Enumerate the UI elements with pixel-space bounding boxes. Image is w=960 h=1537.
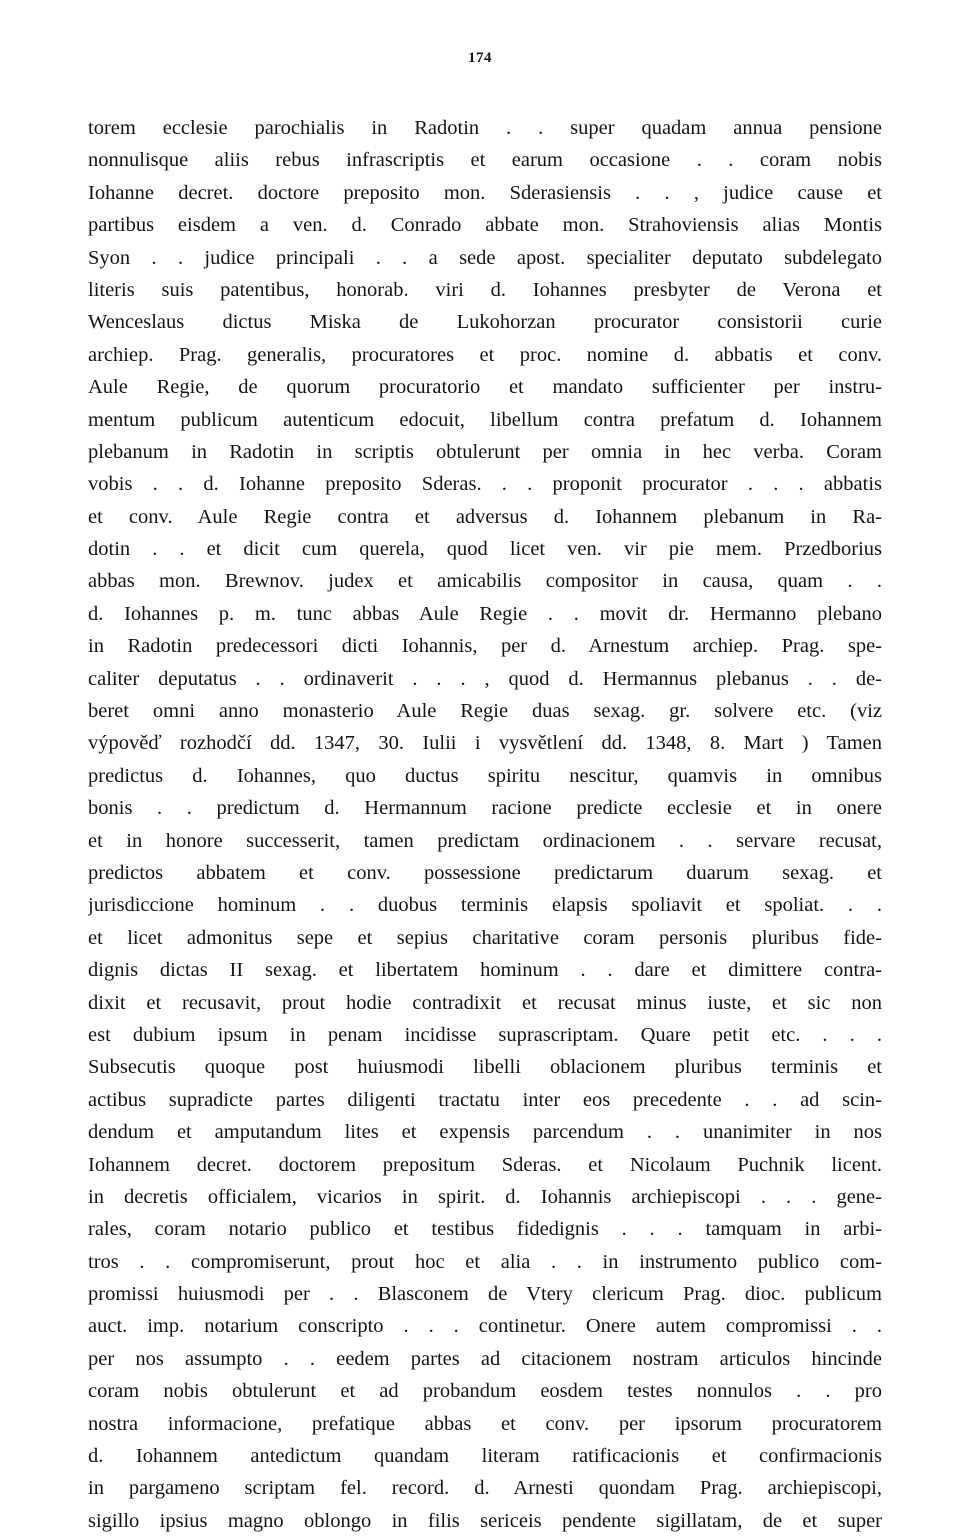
text-line: in decretis officialem, vicarios in spirit. d. Iohannis archiepiscopi . . . gene- bbox=[88, 1185, 882, 1208]
text-line: výpověď rozhodčí dd. 1347, 30. Iulii i vysvětlení dd. 1348, 8. Mart ) Tamen bbox=[88, 732, 882, 755]
text-line: caliter deputatus . . ordinaverit . . . , quod d. Hermannus plebanus . . de- bbox=[88, 667, 882, 690]
text-line: nostra informacione, prefatique abbas et conv. per ipsorum procuratorem bbox=[88, 1412, 882, 1435]
text-line: bonis . . predictum d. Hermannum racione predicte ecclesie et in onere bbox=[88, 797, 882, 820]
text-line: plebanum in Radotin in scriptis obtulerunt per omnia in hec verba. Coram bbox=[88, 440, 882, 463]
text-line: archiep. Prag. generalis, procuratores et proc. nomine d. abbatis et conv. bbox=[88, 343, 882, 366]
text-line: predictos abbatem et conv. possessione predictarum duarum sexag. et bbox=[88, 861, 882, 884]
text-line: actibus supradicte partes diligenti tractatu inter eos precedente . . ad scin- bbox=[88, 1088, 882, 1111]
text-line: mentum publicum autenticum edocuit, libellum contra prefatum d. Iohannem bbox=[88, 408, 882, 431]
text-line: et conv. Aule Regie contra et adversus d. Iohannem plebanum in Ra- bbox=[88, 505, 882, 528]
text-line: d. Iohannes p. m. tunc abbas Aule Regie . . movit dr. Hermanno plebano bbox=[88, 602, 882, 625]
text-line: est dubium ipsum in penam incidisse suprascriptam. Quare petit etc. . . . bbox=[88, 1023, 882, 1046]
text-line: torem ecclesie parochialis in Radotin . . super quadam annua pensione bbox=[88, 117, 882, 139]
text-line: Syon . . judice principali . . a sede apost. specialiter deputato subdelegato bbox=[88, 246, 882, 269]
text-line: coram nobis obtulerunt et ad probandum eosdem testes nonnulos . . pro bbox=[88, 1380, 882, 1403]
page-number: 174 bbox=[468, 50, 492, 66]
body-text bbox=[88, 112, 882, 1537]
text-line: per nos assumpto . . eedem partes ad citacionem nostram articulos hincinde bbox=[88, 1347, 882, 1370]
text-line: tros . . compromiserunt, prout hoc et alia . . in instrumento publico com- bbox=[88, 1250, 882, 1273]
text-line: dotin . . et dicit cum querela, quod licet ven. vir pie mem. Przedborius bbox=[88, 538, 882, 561]
text-line: abbas mon. Brewnov. judex et amicabilis compositor in causa, quam . . bbox=[88, 570, 882, 593]
text-line: rales, coram notario publico et testibus fidedignis . . . tamquam in arbi- bbox=[88, 1218, 882, 1241]
text-line: et in honore successerit, tamen predictam ordinacionem . . servare recusat, bbox=[88, 829, 882, 852]
text-line: Iohannem decret. doctorem prepositum Sderas. et Nicolaum Puchnik licent. bbox=[88, 1153, 882, 1176]
text-line: predictus d. Iohannes, quo ductus spiritu nescitur, quamvis in omnibus bbox=[88, 764, 882, 787]
text-line: Subsecutis quoque post huiusmodi libelli oblacionem pluribus terminis et bbox=[88, 1056, 882, 1079]
text-line: vobis . . d. Iohanne preposito Sderas. . . proponit procurator . . . abbatis bbox=[88, 473, 882, 496]
text-line: beret omni anno monasterio Aule Regie duas sexag. gr. solvere etc. (viz bbox=[88, 700, 882, 723]
text-line: sigillo ipsius magno oblongo in filis sericeis pendente sigillatam, de et super bbox=[88, 1509, 882, 1532]
text-line: nonnulisque aliis rebus infrascriptis et earum occasione . . coram nobis bbox=[88, 149, 882, 172]
text-line: auct. imp. notarium conscripto . . . continetur. Onere autem compromissi . . bbox=[88, 1315, 882, 1338]
text-line: promissi huiusmodi per . . Blasconem de Vtery clericum Prag. dioc. publicum bbox=[88, 1283, 882, 1306]
text-line: et licet admonitus sepe et sepius charitative coram personis pluribus fide- bbox=[88, 926, 882, 949]
text-line: Aule Regie, de quorum procuratorio et mandato sufficienter per instru- bbox=[88, 376, 882, 399]
text-line: in Radotin predecessori dicti Iohannis, per d. Arnestum archiep. Prag. spe- bbox=[88, 635, 882, 658]
text-line: literis suis patentibus, honorab. viri d. Iohannes presbyter de Verona et bbox=[88, 278, 882, 301]
text-line: jurisdiccione hominum . . duobus terminis elapsis spoliavit et spoliat. . . bbox=[88, 894, 882, 917]
text-line: d. Iohannem antedictum quandam literam ratificacionis et confirmacionis bbox=[88, 1445, 882, 1468]
text-line: Wenceslaus dictus Miska de Lukohorzan procurator consistorii curie bbox=[88, 311, 882, 334]
text-line: partibus eisdem a ven. d. Conrado abbate mon. Strahoviensis alias Montis bbox=[88, 214, 882, 237]
text-line: Iohanne decret. doctore preposito mon. Sderasiensis . . , judice cause et bbox=[88, 181, 882, 204]
text-line: dignis dictas II sexag. et libertatem hominum . . dare et dimittere contra- bbox=[88, 959, 882, 982]
text-line: dixit et recusavit, prout hodie contradixit et recusat minus iuste, et sic non bbox=[88, 991, 882, 1014]
text-line: in pargameno scriptam fel. record. d. Arnesti quondam Prag. archiepiscopi, bbox=[88, 1477, 882, 1500]
text-line: dendum et amputandum lites et expensis parcendum . . unanimiter in nos bbox=[88, 1121, 882, 1144]
